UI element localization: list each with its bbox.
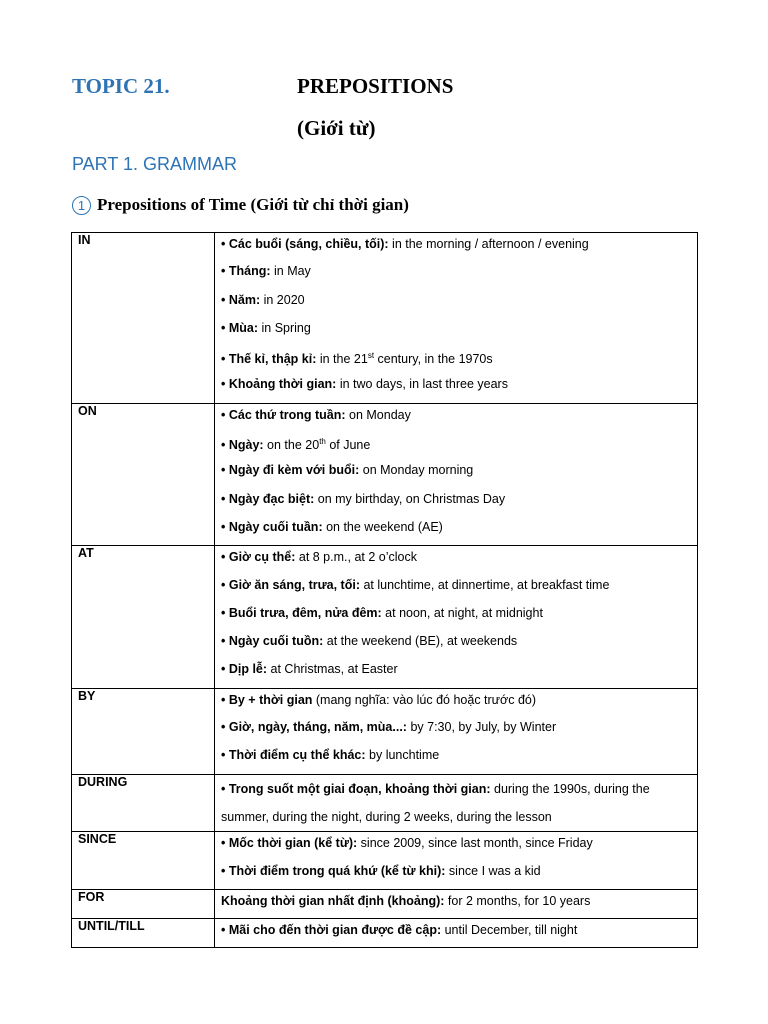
- table-row: [72, 889, 698, 918]
- usage-line: [221, 374, 691, 402]
- usage-category: • Ngày:: [221, 438, 264, 453]
- usage-category: • Trong suốt một giai đoạn, khoảng thời gian:: [221, 781, 491, 796]
- usage-category: • Tháng:: [221, 264, 271, 279]
- usage-example: until December, till night: [441, 923, 578, 938]
- usage-line: [221, 603, 691, 631]
- circled-number-one-icon: 1: [72, 196, 91, 215]
- usage-category: • Mốc thời gian (kể từ):: [221, 836, 358, 851]
- usage-example: in May: [270, 264, 311, 279]
- usage-category: • Ngày cuối tuần:: [221, 519, 323, 534]
- usage-example-continued: century, in the 1970s: [374, 352, 493, 367]
- table-row: [72, 546, 698, 688]
- section-heading: [72, 195, 409, 215]
- usage-category: • Dịp lễ:: [221, 662, 268, 677]
- usage-example: at 8 p.m., at 2 o’clock: [295, 550, 417, 565]
- usage-line: [221, 919, 691, 947]
- usage-example: on the 20: [263, 438, 320, 453]
- usage-line: [221, 832, 691, 860]
- usage-line: [221, 745, 691, 773]
- usage-example: in Spring: [258, 320, 311, 335]
- usage-example: (mang nghĩa: vào lúc đó hoặc trước đó): [312, 692, 537, 707]
- usage-line: [221, 346, 691, 374]
- prepositions-table: [71, 232, 698, 948]
- usage-line: [221, 546, 691, 574]
- usage-line: [221, 432, 691, 460]
- usage-line: [221, 659, 691, 687]
- usage-category: • By + thời gian: [221, 692, 313, 707]
- usage-example: since 2009, since last month, since Friday: [357, 836, 593, 851]
- part-heading: PART 1. GRAMMAR: [72, 154, 238, 174]
- usage-category: • Năm:: [221, 292, 261, 307]
- usage-example: for 2 months, for 10 years: [444, 893, 591, 908]
- table-row: [72, 403, 698, 545]
- preposition-label: FOR: [72, 889, 215, 918]
- page-title: PREPOSITIONS: [297, 74, 454, 98]
- usage-line: [221, 517, 691, 545]
- usage-example: on Monday: [345, 407, 411, 422]
- usage-line: [221, 460, 691, 488]
- usage-category: • Giờ ăn sáng, trưa, tối:: [221, 577, 360, 592]
- preposition-label: BY: [72, 688, 215, 774]
- usage-cell: [215, 919, 698, 948]
- usage-example-continued: of June: [325, 438, 371, 453]
- usage-line: [221, 775, 691, 832]
- usage-example: on the weekend (AE): [322, 519, 443, 534]
- ordinal-suffix: st: [367, 351, 375, 361]
- table-row: [72, 919, 698, 948]
- usage-cell: [215, 403, 698, 545]
- section-title: Prepositions of Time (Giới từ chỉ thời gian): [97, 195, 409, 214]
- table-row: [72, 832, 698, 890]
- usage-example: in 2020: [260, 292, 305, 307]
- usage-category: • Các thứ trong tuần:: [221, 407, 346, 422]
- table-row: [72, 688, 698, 774]
- usage-category: • Thời điểm cụ thể khác:: [221, 748, 366, 763]
- usage-example: at noon, at night, at midnight: [381, 605, 543, 620]
- usage-line: [221, 489, 691, 517]
- page-subtitle: (Giới từ): [297, 116, 376, 140]
- usage-example: during the 1990s, during the summer, during the night, during 2 weeks, during the lesson: [221, 781, 650, 824]
- usage-line: [221, 575, 691, 603]
- usage-category: • Ngày đạc biệt:: [221, 491, 315, 506]
- preposition-label: IN: [72, 233, 215, 404]
- usage-line: [221, 890, 691, 918]
- usage-example: at lunchtime, at dinnertime, at breakfast time: [360, 577, 610, 592]
- usage-category: • Mùa:: [221, 320, 259, 335]
- usage-example: on my birthday, on Christmas Day: [314, 491, 506, 506]
- usage-example: by lunchtime: [365, 748, 440, 763]
- usage-example: on Monday morning: [359, 463, 474, 478]
- usage-category: • Giờ, ngày, tháng, năm, mùa...:: [221, 720, 407, 735]
- usage-cell: [215, 688, 698, 774]
- usage-category: • Thế kỉ, thập kỉ:: [221, 352, 317, 367]
- preposition-label: DURING: [72, 774, 215, 832]
- preposition-label: UNTIL/TILL: [72, 919, 215, 948]
- preposition-label: SINCE: [72, 832, 215, 890]
- usage-category: • Buổi trưa, đêm, nửa đêm:: [221, 605, 382, 620]
- preposition-label: ON: [72, 403, 215, 545]
- usage-category: • Thời điểm trong quá khứ (kể từ khi):: [221, 863, 446, 878]
- usage-line: [221, 404, 691, 432]
- table-row: [72, 774, 698, 832]
- usage-line: [221, 233, 691, 261]
- usage-category: • Các buổi (sáng, chiều, tối):: [221, 237, 389, 251]
- table-row: [72, 233, 698, 404]
- usage-category: • Ngày đi kèm với buổi:: [221, 463, 360, 478]
- usage-cell: [215, 832, 698, 890]
- preposition-label: AT: [72, 546, 215, 688]
- usage-category: • Giờ cụ thể:: [221, 550, 296, 565]
- usage-example: in the 21: [316, 352, 368, 367]
- usage-cell: [215, 233, 698, 404]
- prepositions-table-body: [72, 233, 698, 948]
- usage-category: Khoảng thời gian nhất định (khoảng):: [221, 893, 445, 908]
- topic-number: TOPIC 21.: [72, 74, 170, 98]
- usage-example: in two days, in last three years: [336, 377, 508, 392]
- usage-category: • Mãi cho đến thời gian được đề cập:: [221, 923, 442, 938]
- usage-line: [221, 318, 691, 346]
- usage-line: [221, 631, 691, 659]
- usage-line: [221, 861, 691, 889]
- usage-cell: [215, 774, 698, 832]
- usage-example: in the morning / afternoon / evening: [388, 237, 589, 251]
- usage-line: [221, 261, 691, 289]
- usage-example: since I was a kid: [445, 863, 541, 878]
- usage-category: • Ngày cuối tuồn:: [221, 634, 324, 649]
- usage-category: • Khoảng thời gian:: [221, 377, 337, 392]
- usage-example: at Christmas, at Easter: [267, 662, 398, 677]
- usage-example: at the weekend (BE), at weekends: [323, 634, 518, 649]
- usage-line: [221, 689, 691, 717]
- usage-line: [221, 290, 691, 318]
- usage-cell: [215, 889, 698, 918]
- usage-line: [221, 717, 691, 745]
- usage-cell: [215, 546, 698, 688]
- usage-example: by 7:30, by July, by Winter: [406, 720, 557, 735]
- ordinal-suffix: th: [319, 437, 326, 447]
